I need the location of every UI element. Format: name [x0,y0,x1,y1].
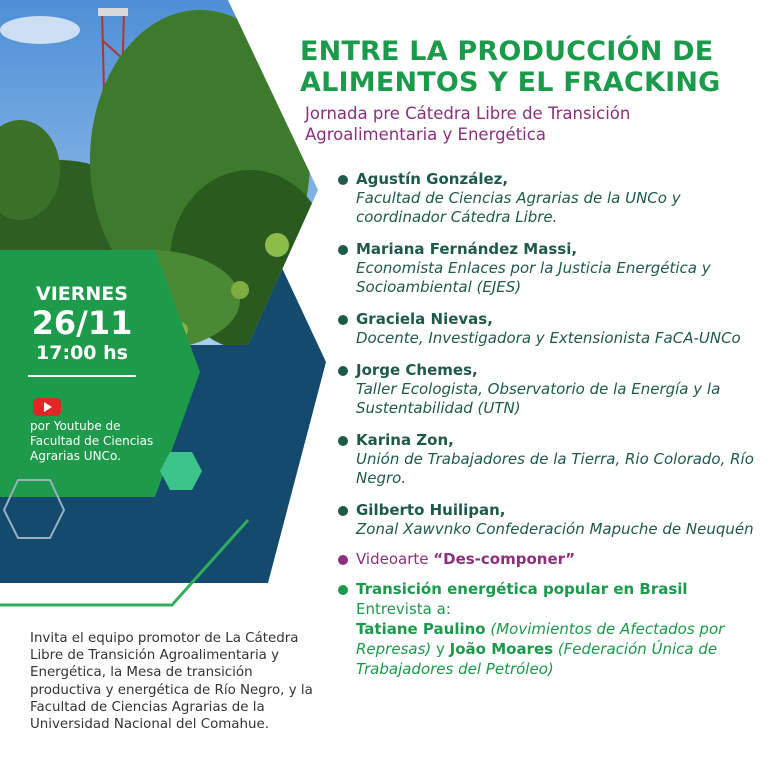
event-time: 17:00 hs [36,342,128,364]
speaker-name: Gilberto Huilipan, [356,501,506,519]
speaker-name: Graciela Nievas, [356,310,493,328]
speaker-item [336,310,756,348]
bullet-icon [338,506,348,516]
speaker-name: Mariana Fernández Massi, [356,240,578,258]
interviewee-1-org: (Movimientos de Afectados por Represas) [356,620,725,658]
divider [28,375,136,377]
bullet-icon [338,555,348,565]
video-title: “Des-componer” [433,550,576,568]
bullet-icon [338,585,348,595]
speaker-name: Jorge Chemes, [356,361,478,379]
interview-intro: Entrevista a: [356,600,451,618]
bullet-icon [338,245,348,255]
speaker-item [336,170,756,227]
speaker-list [336,170,756,679]
speaker-role: Facultad de Ciencias Agrarias de la UNCo y coordinador Cátedra Libre. [356,189,681,226]
bullet-icon [338,315,348,325]
video-item [336,550,756,569]
video-prefix: Videoarte [356,550,434,568]
speaker-role: Unión de Trabajadores de la Tierra, Rio Colorado, Río Negro. [356,450,754,487]
transition-title: Transición energética popular en Brasil [356,580,688,598]
invitation-text: Invita el equipo promotor de La Cátedra Libre de Transición Agroalimentaria y Energética, la Mesa de transición productiva y energética de Río Negro, y la Facultad de Ciencias Agrarias de la Universidad Nacional del Comahue. [30,631,313,733]
bullet-icon [338,175,348,185]
youtube-icon [33,398,61,416]
event-day: VIERNES [36,283,128,305]
speaker-item [336,361,756,418]
interviewee-2-org: (Federación Única de Trabajadores del Petróleo) [356,640,718,678]
speaker-role: Economista Enlaces por la Justicia Energética y Socioambiental (EJES) [356,259,711,296]
speaker-name: Karina Zon, [356,431,454,449]
speaker-role: Docente, Investigadora y Extensionista FaCA-UNCo [356,329,741,347]
page-title: ENTRE LA PRODUCCIÓN DE ALIMENTOS Y EL FRACKING [300,36,721,98]
transition-item [336,580,756,679]
page-subtitle: Jornada pre Cátedra Libre de Transición Agroalimentaria y Energética [305,104,631,144]
video-line [356,550,756,569]
speaker-item [336,501,756,539]
speaker-item [336,240,756,297]
speaker-name: Agustín González, [356,170,509,188]
event-date-box [22,283,142,393]
speaker-role: Taller Ecologista, Observatorio de la Energía y la Sustentabilidad (UTN) [356,380,721,417]
channel-text: por Youtube de Facultad de Ciencias Agrarias UNCo. [30,419,154,463]
interviewee-2: João Moares [449,640,554,658]
speaker-item [336,431,756,488]
speaker-role: Zonal Xawvnko Confederación Mapuche de Neuquén [356,520,754,538]
connector: y [431,640,450,658]
event-date: 26/11 [31,304,133,342]
bullet-icon [338,366,348,376]
interviewee-1: Tatiane Paulino [356,620,486,638]
bullet-icon [338,436,348,446]
transition-body [356,599,756,679]
